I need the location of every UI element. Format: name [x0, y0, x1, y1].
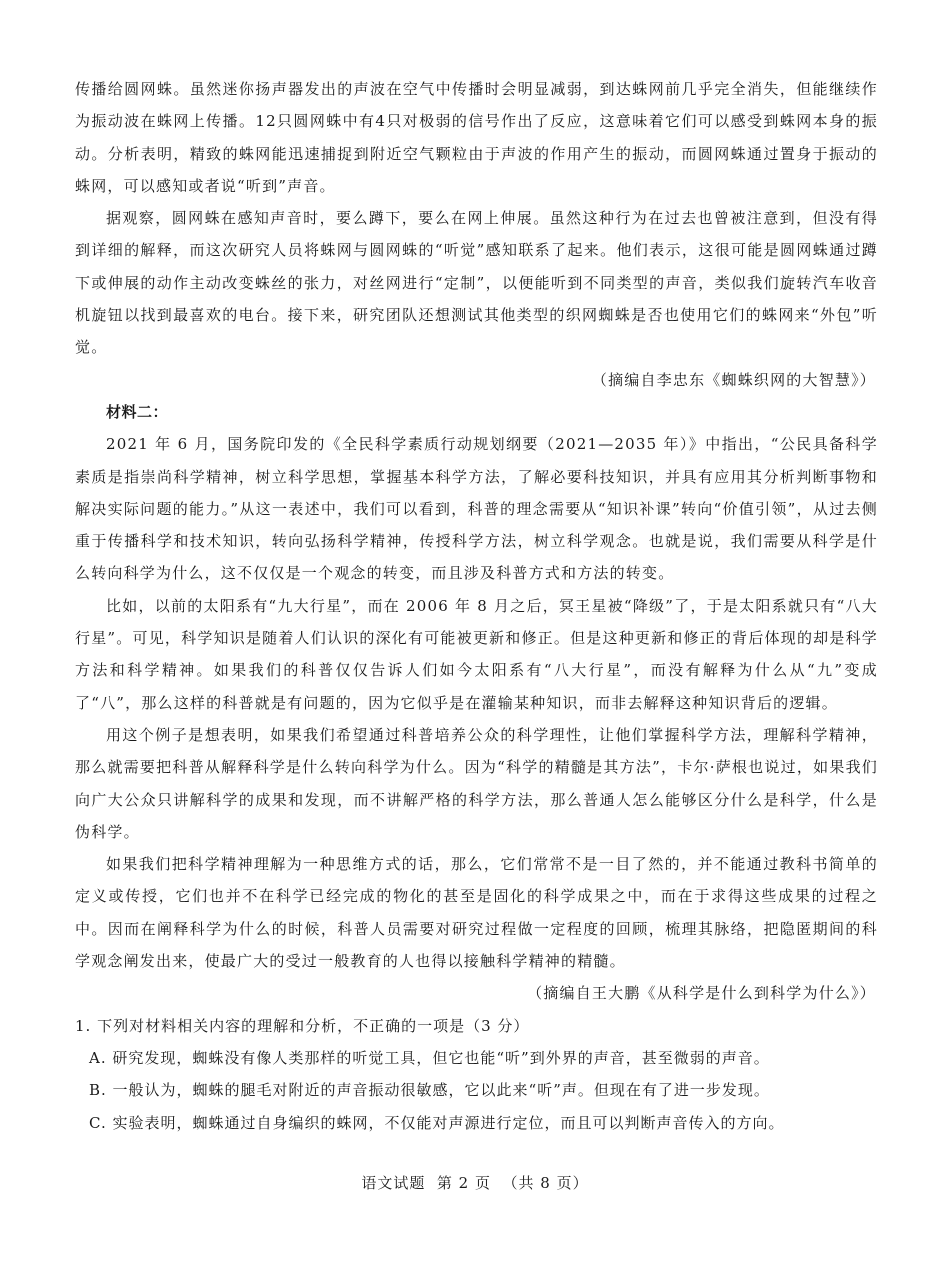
material-two: [75, 396, 878, 1010]
material-one-paragraph-2: 据观察，圆网蛛在感知声音时，要么蹲下，要么在网上伸展。虽然这种行为在过去也曾被注意到，但没有得到详细的解释，而这次研究人员将蛛网与圆网蛛的“听觉”感知联系了起来。他们表示，这很可能是圆网蛛通过蹲下或伸展的动作主动改变蛛丝的张力，对丝网进行“定制”，以便能听到不同类型的声音，类似我们旋转汽车收音机旋钮以找到最喜欢的电台。接下来，研究团队还想测试其他类型的织网蜘蛛是否也使用它们的蛛网来“外包”听觉。: [75, 209, 878, 357]
material-two-paragraph-3: 用这个例子是想表明，如果我们希望通过科普培养公众的科学理性，让他们掌握科学方法，理解科学精神，那么就需要把科普从解释科学是什么转向科学为什么。因为“科学的精髓是其方法”，卡尔·萨根也说过，如果我们向广大公众只讲解科学的成果和发现，而不讲解严格的科学方法，那么普通人怎么能够区分什么是科学，什么是伪科学。: [75, 725, 878, 841]
page-footer: 语文试题 第 2 页 （共 8 页）: [361, 1174, 589, 1192]
material-two-paragraph-2: 比如，以前的太阳系有“九大行星”，而在 2006 年 8 月之后，冥王星被“降级”了，于是太阳系就只有“八大行星”。可见，科学知识是随着人们认识的深化有可能被更新和修正。但是这种更新和修正的背后体现的却是科学方法和科学精神。如果我们的科普仅仅告诉人们如今太阳系有“八大行星”，而没有解释为什么从“九”变成了“八”，那么这样的科普就是有问题的，因为它似乎是在灌输某种知识，而非去解释这种知识背后的逻辑。: [75, 596, 878, 712]
option-c: C. 实验表明，蜘蛛通过自身编织的蛛网，不仅能对声源进行定位，而且可以判断声音传入的方向。: [89, 1113, 785, 1132]
material-two-heading: 材料二：: [106, 402, 169, 421]
material-one-source: （摘编自李忠东《蜘蛛织网的大智慧》）: [591, 370, 876, 389]
option-b: B. 一般认为，蜘蛛的腿毛对附近的声音振动很敏感，它以此来“听”声。但现在有了进一步发现。: [89, 1081, 770, 1100]
material-two-source: （摘编自王大鹏《从科学是什么到科学为什么》）: [527, 984, 876, 1003]
question-stem: 1. 下列对材料相关内容的理解和分析，不正确的一项是（3 分）: [75, 1016, 530, 1035]
material-one-paragraph-1: 传播给圆网蛛。虽然迷你扬声器发出的声波在空气中传播时会明显减弱，到达蛛网前几乎完全消失，但能继续作为振动波在蛛网上传播。12只圆网蛛中有4只对极弱的信号作出了反应，这意味着它们可以感受到蛛网本身的振动。分析表明，精致的蛛网能迅速捕捉到附近空气颗粒由于声波的作用产生的振动，而圆网蛛通过置身于振动的蛛网，可以感知或者说“听到”声音。: [75, 80, 878, 195]
question-1: [75, 1010, 878, 1139]
option-a: A. 研究发现，蜘蛛没有像人类那样的听觉工具，但它也能“听”到外界的声音，甚至微弱的声音。: [89, 1048, 770, 1067]
material-one: [75, 73, 878, 396]
exam-page: [75, 73, 878, 1139]
material-two-paragraph-4: 如果我们把科学精神理解为一种思维方式的话，那么，它们常常不是一目了然的，并不能通过教科书简单的定义或传授，它们也并不在科学已经完成的物化的甚至是固化的科学成果之中，而在于求得这些成果的过程之中。因而在阐释科学为什么的时候，科普人员需要对研究过程做一定程度的回顾，梳理其脉络，把隐匿期间的科学观念阐发出来，使最广大的受过一般教育的人也得以接触科学精神的精髓。: [75, 855, 878, 971]
material-two-paragraph-1: 2021 年 6 月，国务院印发的《全民科学素质行动规划纲要（2021—2035 年）》中指出，“公民具备科学素质是指崇尚科学精神，树立科学思想，掌握基本科学方法，了解必要科技知识，并具有应用其分析判断事物和解决实际问题的能力。”从这一表述中，我们可以看到，科普的理念需要从“知识补课”转向“价值引领”，从过去侧重于传播科学和技术知识，转向弘扬科学精神，传授科学方法，树立科学观念。也就是说，我们需要从科学是什么转向科学为什么，这不仅仅是一个观念的转变，而且涉及科普方式和方法的转变。: [75, 435, 878, 583]
